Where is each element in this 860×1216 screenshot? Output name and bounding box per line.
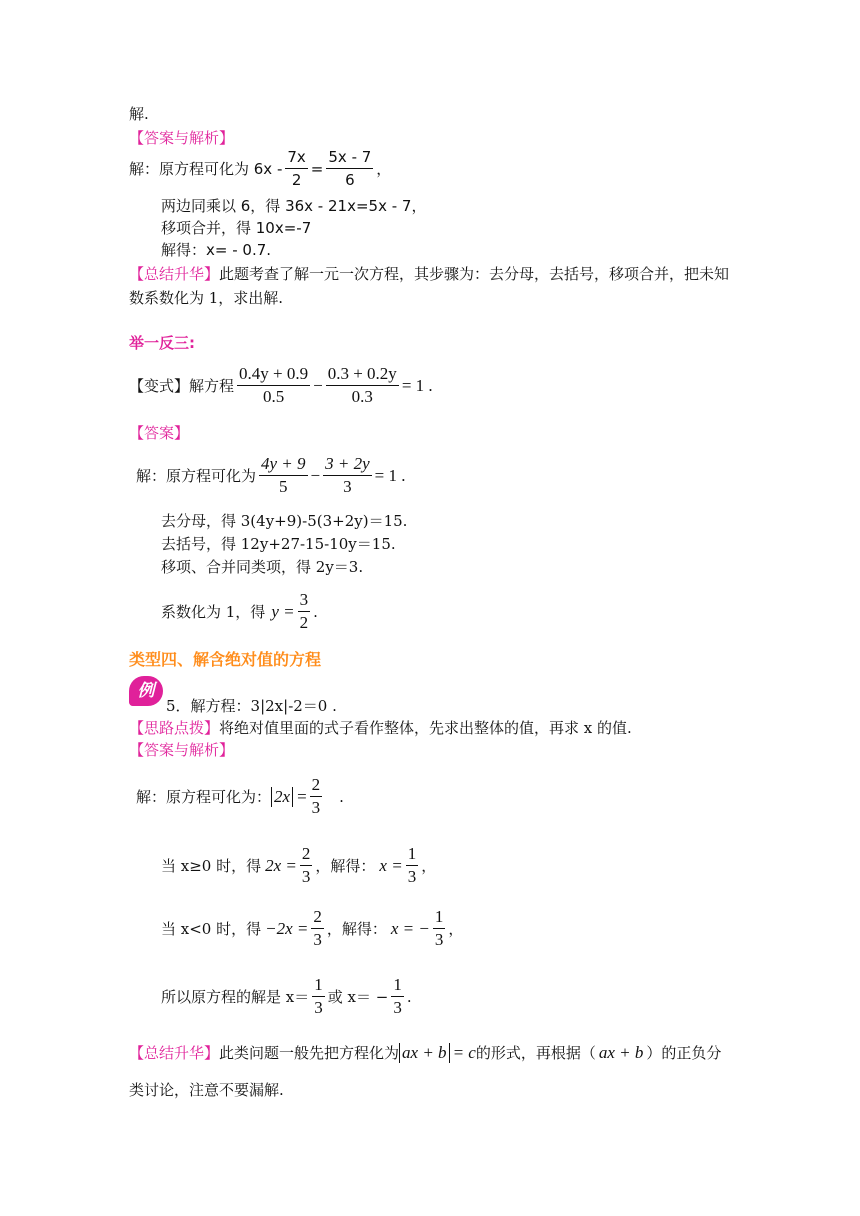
fraction-denominator: 3 bbox=[313, 930, 322, 949]
fraction-denominator: 0.5 bbox=[262, 387, 285, 406]
case-2-end: ， bbox=[448, 920, 464, 938]
fraction-1-over-3 bbox=[433, 906, 446, 951]
final-answer bbox=[161, 974, 412, 1019]
summary-1-line-2: 数系数化为 1，求出解. bbox=[129, 289, 284, 307]
hint-text: 将绝对值里面的式子看作整体，先求出整体的值，再求 x 的值. bbox=[219, 719, 632, 737]
fraction-1-over-3 bbox=[312, 974, 325, 1019]
case-2-prefix: 当 x<0 时，得 bbox=[161, 920, 262, 938]
fraction-denominator: 3 bbox=[407, 867, 417, 886]
fraction-numerator: 3 + 2y bbox=[323, 453, 372, 476]
fraction-numerator: 0.4y + 0.9 bbox=[237, 363, 310, 386]
problem-5: 5．解方程：3|2x|-2＝0 . bbox=[166, 697, 337, 715]
fraction-numerator: 2 bbox=[311, 906, 324, 929]
case-2-mid: ，解得： bbox=[326, 920, 387, 938]
fraction-numerator: 1 bbox=[312, 974, 325, 997]
fraction-numerator: 4y + 9 bbox=[259, 453, 308, 476]
case-2-lhs: −2x = bbox=[265, 918, 309, 938]
solution-line-2: 两边同乘以 6，得 36x - 21x=5x - 7， bbox=[161, 197, 427, 215]
fraction-0.4y-0.9-over-0.5 bbox=[237, 363, 310, 408]
solution-line-3: 移项合并，得 10x=-7 bbox=[161, 219, 312, 237]
fraction-numerator: 2 bbox=[310, 774, 323, 797]
summary-tag: 【总结升华】 bbox=[129, 265, 220, 283]
intro-text: 解. bbox=[129, 105, 149, 123]
case-1 bbox=[161, 843, 436, 888]
variant-solution-prefix: 解：原方程可化为 bbox=[136, 467, 257, 485]
summary-1 bbox=[129, 264, 729, 284]
case-1-prefix: 当 x≥0 时，得 bbox=[161, 857, 262, 875]
summary-2-text-a: 此类问题一般先把方程化为 bbox=[219, 1044, 400, 1062]
fraction-3-over-2 bbox=[298, 589, 311, 634]
fraction-numerator: 1 bbox=[391, 974, 404, 997]
fraction-numerator: 7x bbox=[285, 146, 307, 169]
answer-tag: 【答案】 bbox=[129, 424, 190, 442]
case-1-end: ， bbox=[421, 857, 437, 875]
fraction-5x-7-over-6 bbox=[326, 146, 373, 191]
fraction-numerator: 1 bbox=[406, 843, 419, 866]
fraction-denominator: 5 bbox=[279, 477, 288, 496]
solution-line-1: 解：原方程可化为 6x - $\frac{7x}{2}$ = $\frac{5x - 7}{6}$ ， bbox=[129, 148, 392, 189]
summary-2-line-2: 类讨论，注意不要漏解. bbox=[129, 1081, 284, 1099]
step-2: 去括号，得 12y+27-15-10y＝15. bbox=[161, 535, 396, 553]
expr-ax-b: ax + b bbox=[598, 1042, 644, 1062]
summary-2-text-c: ）的正负分 bbox=[646, 1044, 722, 1062]
abs-solution bbox=[136, 774, 344, 819]
fraction-denominator: 3 bbox=[393, 998, 402, 1017]
fraction-denominator: 3 bbox=[343, 477, 352, 496]
step-4-prefix: 系数化为 1，得 bbox=[161, 603, 266, 621]
step-4-end: . bbox=[313, 602, 318, 621]
case-1-var: x = bbox=[379, 855, 403, 875]
minus-sign: − bbox=[313, 375, 323, 395]
fraction-numerator: 2 bbox=[300, 843, 313, 866]
fraction-numerator: 3 bbox=[298, 589, 311, 612]
solution-line-4: 解得：x= - 0.7. bbox=[161, 241, 272, 259]
solution-line-1-prefix: 解：原方程可化为 6x - bbox=[129, 160, 283, 178]
abs-ax-b: ax + b bbox=[399, 1043, 450, 1063]
answer-analysis-tag: 【答案与解析】 bbox=[129, 129, 235, 147]
equals-c: = c bbox=[452, 1042, 476, 1062]
equals-sign: = bbox=[297, 786, 307, 806]
summary-tag: 【总结升华】 bbox=[129, 1044, 220, 1062]
step-4-var: y = bbox=[271, 601, 295, 621]
example-badge-icon: 例 bbox=[129, 676, 163, 706]
fraction-1-over-3 bbox=[406, 843, 419, 888]
fraction-denominator: 2 bbox=[291, 171, 302, 189]
fraction-denominator: 6 bbox=[345, 171, 355, 189]
variant-problem bbox=[129, 363, 433, 408]
answer-analysis-tag-2: 【答案与解析】 bbox=[129, 741, 235, 759]
fraction-denominator: 3 bbox=[314, 998, 323, 1017]
type-4-heading: 类型四、解含绝对值的方程 bbox=[129, 650, 322, 669]
abs-expression: 2x bbox=[271, 787, 293, 807]
case-1-lhs: 2x = bbox=[265, 855, 297, 875]
fraction-denominator: 0.3 bbox=[351, 387, 373, 406]
variant-tag: 【变式】 bbox=[129, 377, 190, 395]
abs-solution-end: . bbox=[339, 787, 344, 806]
hint-line bbox=[129, 718, 632, 738]
variant-prompt: 解方程 bbox=[189, 377, 235, 395]
fraction-numerator: 5x - 7 bbox=[326, 146, 373, 169]
fraction-denominator: 2 bbox=[299, 613, 309, 632]
fraction-denominator: 3 bbox=[301, 867, 311, 886]
step-3: 移项、合并同类项，得 2y＝3. bbox=[161, 558, 364, 576]
step-1: 去分母，得 3(4y+9)-5(3+2y)＝15. bbox=[161, 512, 408, 530]
final-or: 或 x＝ − bbox=[327, 988, 389, 1006]
final-prefix: 所以原方程的解是 x＝ bbox=[161, 988, 310, 1006]
fraction-2-over-3 bbox=[300, 843, 313, 888]
fraction-7x-over-2 bbox=[285, 146, 307, 191]
final-end: . bbox=[406, 987, 412, 1006]
abs-solution-prefix: 解：原方程可化为： bbox=[136, 788, 272, 806]
fraction-0.3-0.2y-over-0.3 bbox=[326, 363, 399, 408]
summary-2 bbox=[129, 1042, 721, 1063]
hint-tag: 【思路点拨】 bbox=[129, 719, 220, 737]
case-1-mid: ，解得： bbox=[315, 857, 376, 875]
fraction-2-over-3 bbox=[311, 906, 324, 951]
summary-1-line-1: 此题考查了解一元一次方程，其步骤为：去分母，去括号，移项合并，把未知 bbox=[219, 265, 730, 283]
solution-line-1-end: ， bbox=[376, 160, 392, 178]
fraction-1-over-3 bbox=[391, 974, 404, 1019]
variant-solution: 解：原方程可化为 $\frac{4y + 9}{5}$ − $\frac{3 + 2y}{3}$ = 1 . bbox=[136, 454, 406, 496]
fraction-numerator: 1 bbox=[433, 906, 446, 929]
summary-2-text-b: 的形式，再根据（ bbox=[475, 1044, 596, 1062]
fraction-3-2y-over-3 bbox=[323, 453, 372, 498]
case-2 bbox=[161, 906, 463, 951]
equation-rhs: = 1 . bbox=[401, 375, 433, 395]
step-4 bbox=[161, 589, 318, 634]
fraction-2-over-3 bbox=[310, 774, 323, 819]
fraction-4y-9-over-5 bbox=[259, 453, 308, 498]
case-2-var: x = − bbox=[390, 918, 430, 938]
equation-rhs: = 1 . bbox=[374, 465, 406, 485]
practice-heading: 举一反三: bbox=[129, 334, 195, 352]
fraction-denominator: 3 bbox=[311, 798, 321, 817]
fraction-numerator: 0.3 + 0.2y bbox=[326, 363, 399, 386]
fraction-denominator: 3 bbox=[434, 930, 444, 949]
